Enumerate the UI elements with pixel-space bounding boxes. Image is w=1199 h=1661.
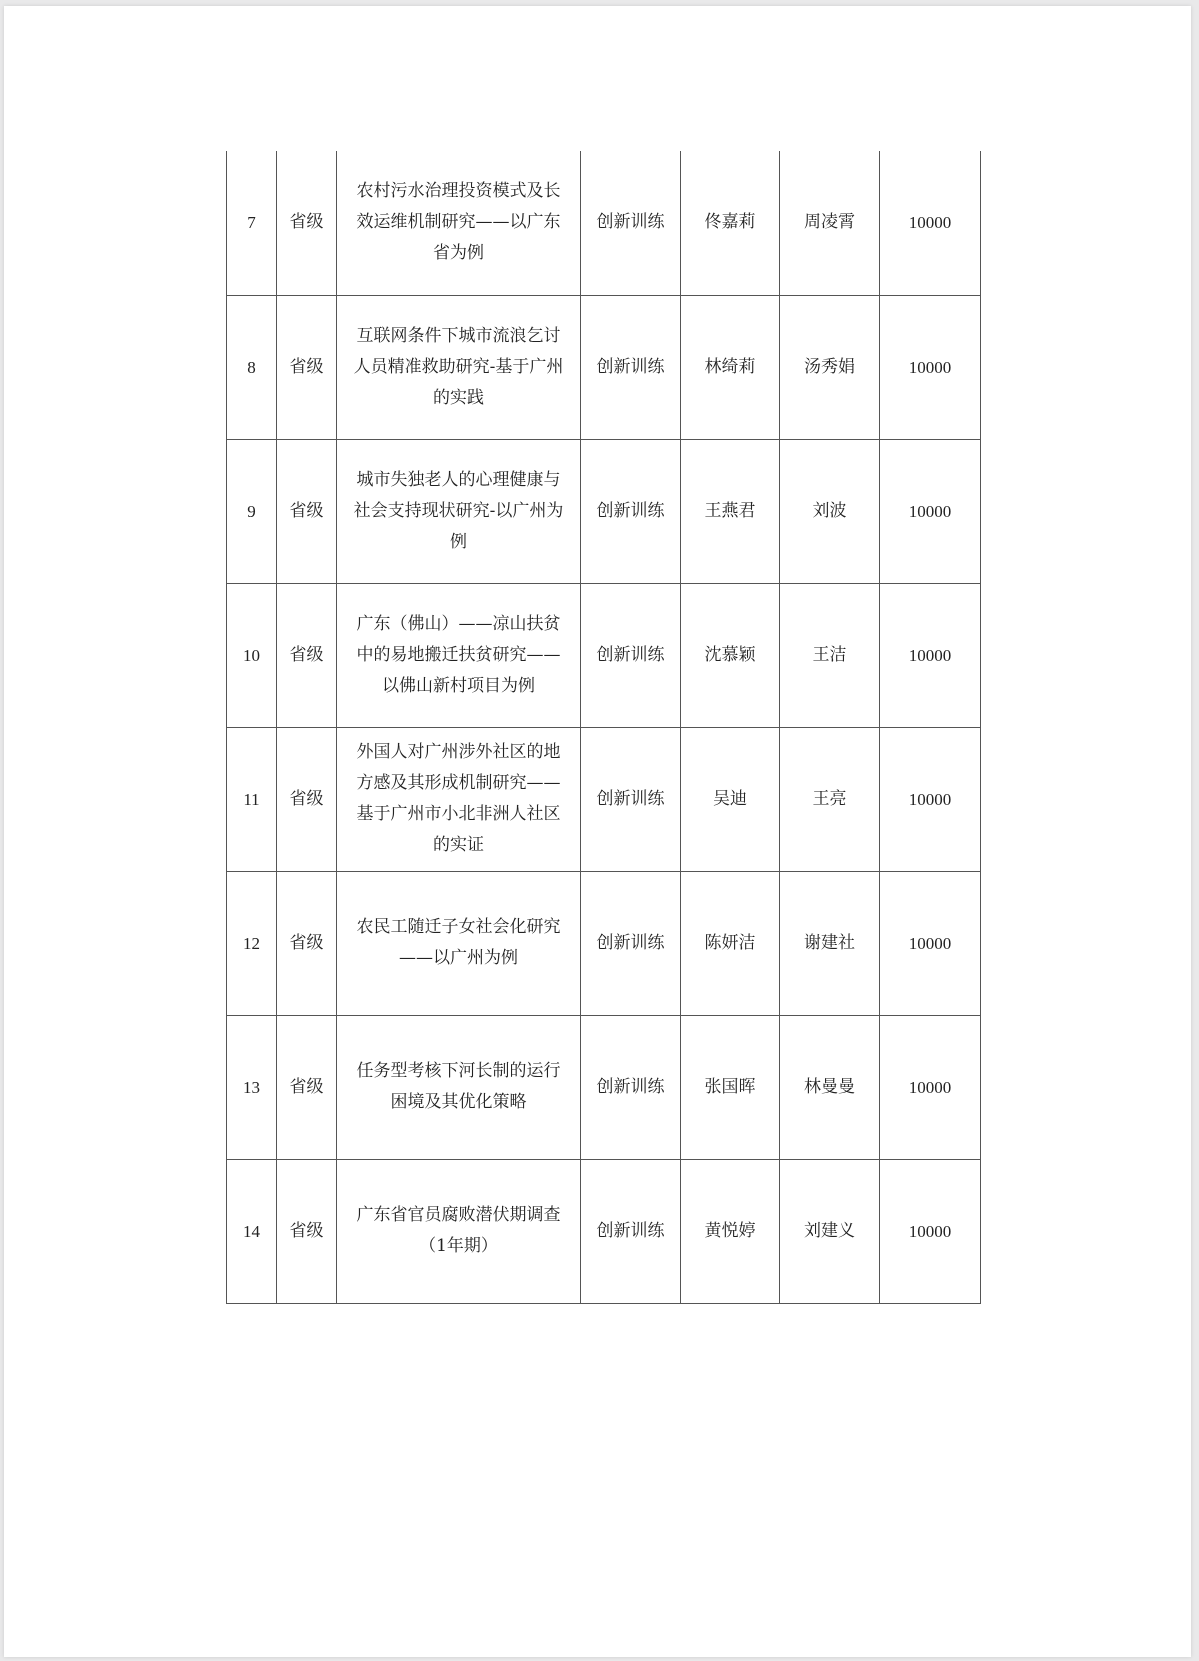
type-cell: 创新训练 xyxy=(581,1159,681,1303)
level-cell: 省级 xyxy=(277,583,337,727)
row-number: 9 xyxy=(227,439,277,583)
project-title: 农民工随迁子女社会化研究——以广州为例 xyxy=(337,871,581,1015)
project-title: 广东省官员腐败潜伏期调查（1年期） xyxy=(337,1159,581,1303)
type-cell: 创新训练 xyxy=(581,439,681,583)
table-row xyxy=(227,871,981,1015)
amount-cell: 10000 xyxy=(880,1015,981,1159)
project-title: 农村污水治理投资模式及长效运维机制研究——以广东省为例 xyxy=(337,151,581,295)
table-row xyxy=(227,151,981,295)
project-title: 外国人对广州涉外社区的地方感及其形成机制研究——基于广州市小北非洲人社区的实证 xyxy=(337,727,581,871)
type-cell: 创新训练 xyxy=(581,583,681,727)
type-cell: 创新训练 xyxy=(581,295,681,439)
table-row xyxy=(227,295,981,439)
advisor-cell: 王洁 xyxy=(780,583,880,727)
table-row xyxy=(227,1159,981,1303)
level-cell: 省级 xyxy=(277,439,337,583)
advisor-cell: 汤秀娟 xyxy=(780,295,880,439)
leader-cell: 吴迪 xyxy=(681,727,780,871)
project-title: 互联网条件下城市流浪乞讨人员精准救助研究-基于广州的实践 xyxy=(337,295,581,439)
level-cell: 省级 xyxy=(277,1015,337,1159)
row-number: 11 xyxy=(227,727,277,871)
document-page xyxy=(4,6,1191,1657)
type-cell: 创新训练 xyxy=(581,151,681,295)
amount-cell: 10000 xyxy=(880,295,981,439)
amount-cell: 10000 xyxy=(880,439,981,583)
table-row xyxy=(227,727,981,871)
table-row xyxy=(227,583,981,727)
advisor-cell: 谢建社 xyxy=(780,871,880,1015)
advisor-cell: 王亮 xyxy=(780,727,880,871)
leader-cell: 佟嘉莉 xyxy=(681,151,780,295)
row-number: 7 xyxy=(227,151,277,295)
amount-cell: 10000 xyxy=(880,1159,981,1303)
leader-cell: 陈妍洁 xyxy=(681,871,780,1015)
row-number: 8 xyxy=(227,295,277,439)
table-row xyxy=(227,1015,981,1159)
table-row xyxy=(227,439,981,583)
leader-cell: 黄悦婷 xyxy=(681,1159,780,1303)
type-cell: 创新训练 xyxy=(581,1015,681,1159)
project-title: 任务型考核下河长制的运行困境及其优化策略 xyxy=(337,1015,581,1159)
row-number: 12 xyxy=(227,871,277,1015)
level-cell: 省级 xyxy=(277,151,337,295)
advisor-cell: 刘建义 xyxy=(780,1159,880,1303)
leader-cell: 林绮莉 xyxy=(681,295,780,439)
project-title: 城市失独老人的心理健康与社会支持现状研究-以广州为例 xyxy=(337,439,581,583)
amount-cell: 10000 xyxy=(880,871,981,1015)
advisor-cell: 周凌霄 xyxy=(780,151,880,295)
advisor-cell: 林曼曼 xyxy=(780,1015,880,1159)
project-title: 广东（佛山）——凉山扶贫中的易地搬迁扶贫研究——以佛山新村项目为例 xyxy=(337,583,581,727)
advisor-cell: 刘波 xyxy=(780,439,880,583)
type-cell: 创新训练 xyxy=(581,871,681,1015)
level-cell: 省级 xyxy=(277,871,337,1015)
row-number: 13 xyxy=(227,1015,277,1159)
amount-cell: 10000 xyxy=(880,727,981,871)
type-cell: 创新训练 xyxy=(581,727,681,871)
row-number: 14 xyxy=(227,1159,277,1303)
level-cell: 省级 xyxy=(277,1159,337,1303)
project-table xyxy=(226,151,981,1304)
amount-cell: 10000 xyxy=(880,583,981,727)
level-cell: 省级 xyxy=(277,295,337,439)
amount-cell: 10000 xyxy=(880,151,981,295)
level-cell: 省级 xyxy=(277,727,337,871)
leader-cell: 沈慕颖 xyxy=(681,583,780,727)
row-number: 10 xyxy=(227,583,277,727)
leader-cell: 张国晖 xyxy=(681,1015,780,1159)
leader-cell: 王燕君 xyxy=(681,439,780,583)
